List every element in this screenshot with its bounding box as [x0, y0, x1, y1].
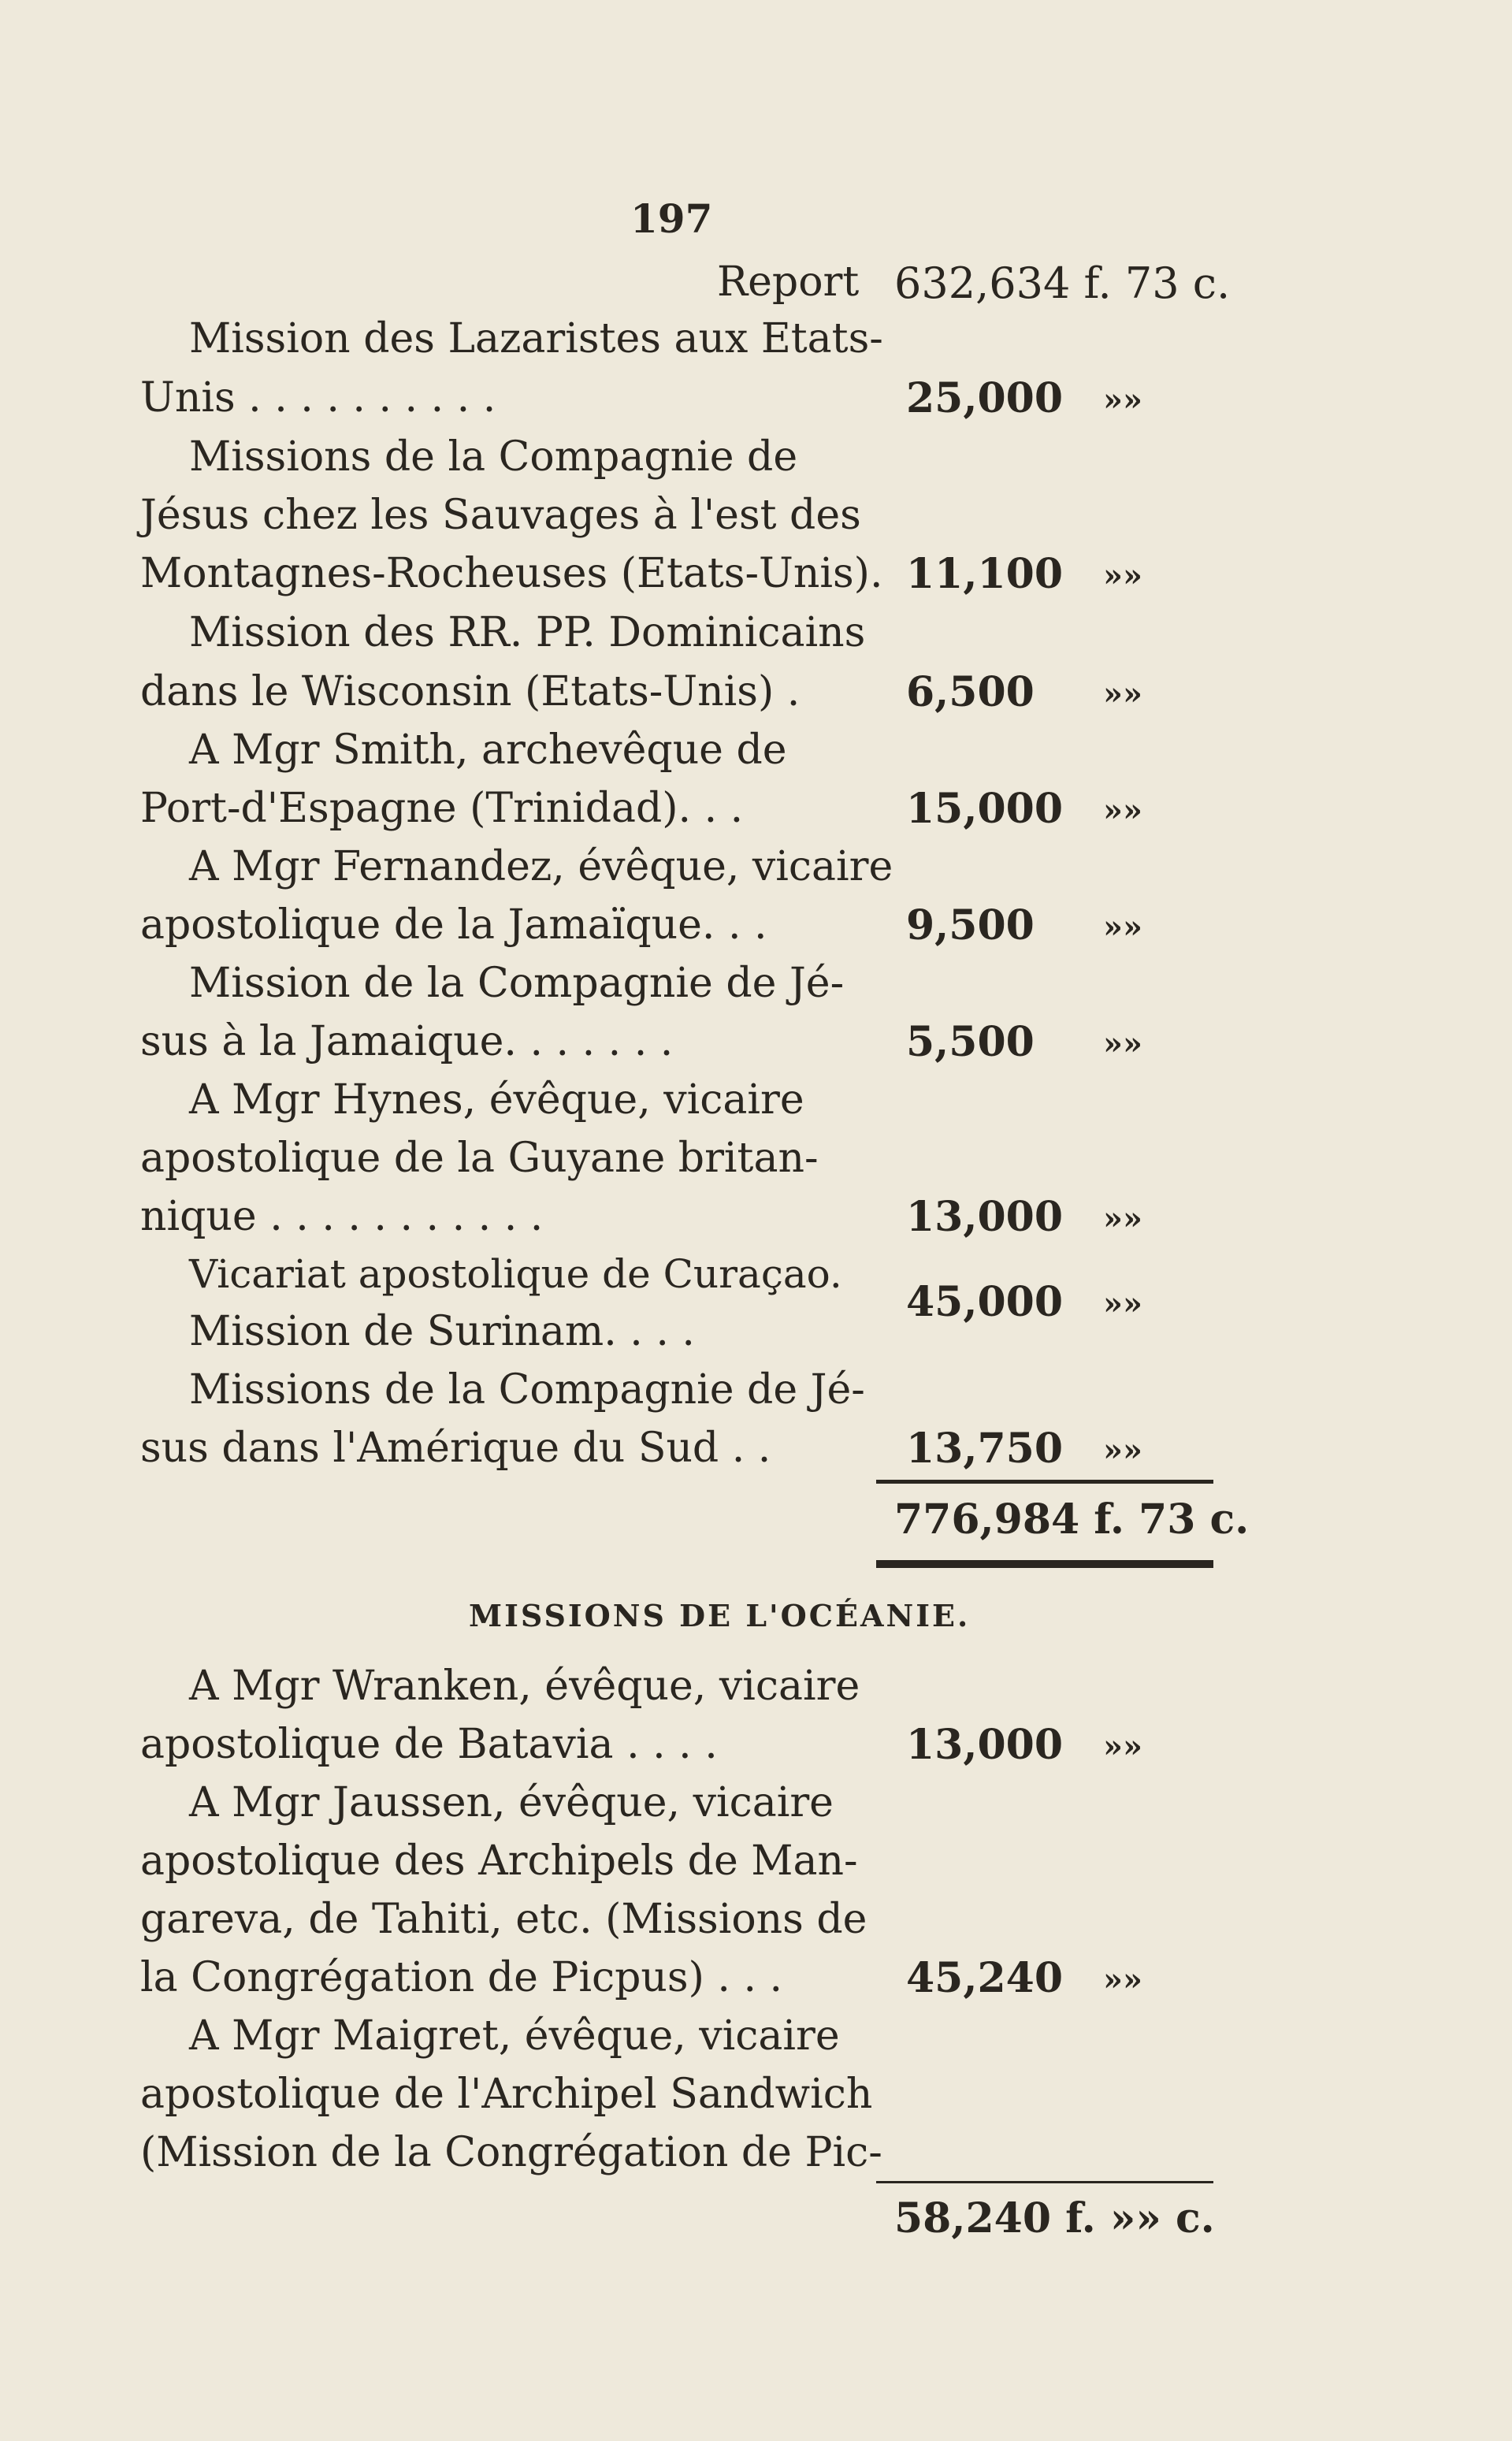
entry-line: Mission de Surinam. . . . [189, 1308, 695, 1355]
report-label: Report [717, 258, 860, 306]
entry-amount: 15,000 [906, 785, 1064, 833]
entry-amount: 13,750 [906, 1425, 1064, 1473]
entry-line: (Mission de la Congrégation de Pic- [140, 2129, 882, 2176]
entry-suffix: »» [1103, 675, 1142, 712]
entry-suffix: »» [1103, 1285, 1142, 1322]
entry-suffix: »» [1103, 557, 1142, 594]
sum-rule [876, 2181, 1213, 2183]
entry-suffix: »» [1103, 1200, 1142, 1237]
entry-line: A Mgr Maigret, évêque, vicaire [189, 2012, 840, 2060]
entry-amount: 13,000 [906, 1193, 1064, 1241]
entry-line: A Mgr Hynes, évêque, vicaire [189, 1076, 804, 1124]
entry-amount: 45,000 [906, 1278, 1064, 1326]
entry-suffix: »» [1103, 792, 1142, 829]
entry-line: Jésus chez les Sauvages à l'est des [140, 492, 861, 539]
entry-amount: 6,500 [906, 668, 1035, 716]
entry-amount: 11,100 [906, 550, 1064, 598]
entry-line: Unis . . . . . . . . . . [140, 374, 496, 422]
double-rule [876, 1560, 1213, 1568]
subtotal: 776,984 f. 73 c. [894, 1495, 1250, 1544]
entry-suffix: »» [1103, 908, 1142, 946]
entry-amount: 13,000 [906, 1721, 1064, 1769]
entry-line: gareva, de Tahiti, etc. (Missions de [140, 1896, 867, 1943]
entry-suffix: »» [1103, 1025, 1142, 1062]
section-heading: MISSIONS DE L'OCÉANIE. [469, 1598, 971, 1633]
entry-line: Port-d'Espagne (Trinidad). . . [140, 785, 744, 832]
entry-line: la Congrégation de Picpus) . . . [140, 1954, 783, 2001]
entry-amount: 9,500 [906, 901, 1035, 949]
sum-rule [876, 1480, 1213, 1484]
entry-amount: 25,000 [906, 374, 1064, 422]
entry-amount: 5,500 [906, 1018, 1035, 1066]
entry-line: A Mgr Smith, archevêque de [189, 726, 787, 774]
entry-line: nique . . . . . . . . . . . [140, 1193, 544, 1240]
entry-suffix: »» [1103, 1961, 1142, 1998]
entry-suffix: »» [1103, 1432, 1142, 1469]
entry-line: apostolique des Archipels de Man- [140, 1837, 858, 1885]
entry-line: Missions de la Compagnie de [189, 433, 798, 481]
report-value: 632,634 f. 73 c. [894, 258, 1231, 308]
entry-suffix: »» [1103, 1728, 1142, 1765]
entry-line: Mission des Lazaristes aux Etats- [189, 315, 883, 362]
entry-line: A Mgr Wranken, évêque, vicaire [189, 1663, 860, 1710]
entry-line: Vicariat apostolique de Curaçao. [189, 1251, 842, 1297]
entry-line: Missions de la Compagnie de Jé- [189, 1366, 865, 1414]
entry-line: sus à la Jamaique. . . . . . . [140, 1018, 674, 1065]
entry-suffix: »» [1103, 381, 1142, 418]
entry-line: A Mgr Jaussen, évêque, vicaire [189, 1779, 834, 1826]
entry-amount: 45,240 [906, 1954, 1064, 2002]
entry-line: A Mgr Fernandez, évêque, vicaire [189, 843, 893, 890]
page-total: 58,240 f. »» c. [894, 2194, 1215, 2242]
entry-line: dans le Wisconsin (Etats-Unis) . [140, 668, 801, 715]
entry-line: Mission de la Compagnie de Jé- [189, 960, 845, 1007]
entry-line: apostolique de l'Archipel Sandwich [140, 2071, 873, 2118]
entry-line: sus dans l'Amérique du Sud . . [140, 1425, 771, 1472]
page-number: 197 [630, 195, 713, 242]
entry-line: Montagnes-Rocheuses (Etats-Unis). [140, 550, 883, 597]
entry-line: apostolique de Batavia . . . . [140, 1721, 718, 1768]
entry-line: apostolique de la Guyane britan- [140, 1135, 819, 1182]
entry-line: Mission des RR. PP. Dominicains [189, 609, 866, 656]
entry-line: apostolique de la Jamaïque. . . [140, 901, 767, 949]
